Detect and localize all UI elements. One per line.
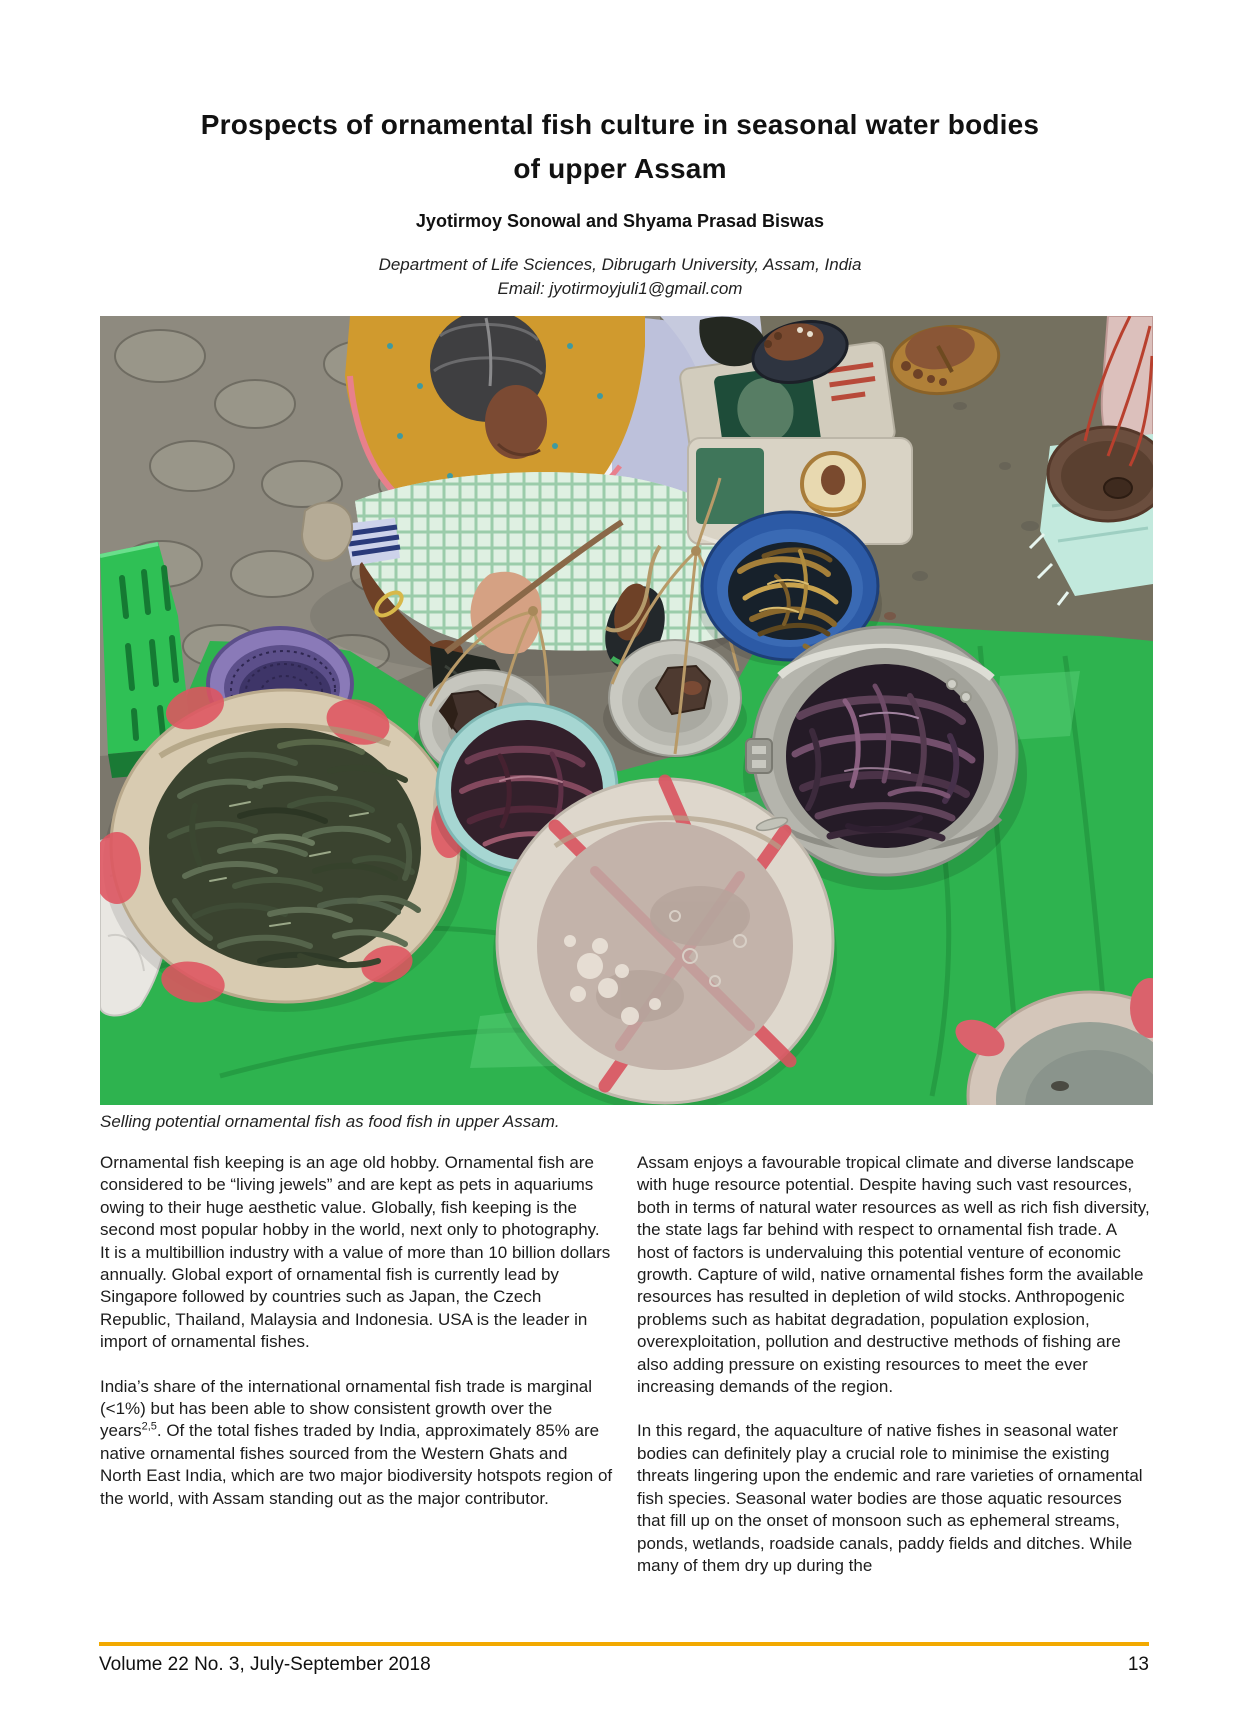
authors-line: Jyotirmoy Sonowal and Shyama Prasad Biswas (415, 211, 825, 231)
paragraph: Assam enjoys a favourable tropical climate and diverse landscape with huge resource potential. Despite having such vast resources, both in terms of natural water resources as well as rich fish diversity, the state lags far behind with respect to ornamental fish trade. A host of factors is undervaluing this potential venture of economic growth. Capture of wild, native ornamental fishes form the available resources has resulted in depletion of wild stocks. Anthropogenic problems such as habitat degradation, population explosion, overexploitation, pollution and destructive methods of fishing are also adding pressure on existing resources to meet the ever increasing demands of the region. (637, 1153, 1150, 1397)
market-photo-svg (100, 316, 1153, 1105)
paragraph-text: India’s share of the international ornamental fish trade is marginal (<1%) but has been able to show consistent growth over the years (100, 1376, 593, 1441)
email-line: Email: jyotirmoyjuli1@gmail.com (497, 279, 743, 298)
figure-photo (100, 316, 1153, 1105)
face (485, 385, 547, 459)
footer (99, 1654, 1149, 1676)
footer-rule (99, 1642, 1149, 1646)
page-title-line1: Prospects of ornamental fish culture in seasonal water bodies (200, 109, 1040, 140)
reference-superscript: 2,5 (141, 1420, 157, 1433)
volume-info: Volume 22 No. 3, July-September 2018 (99, 1654, 431, 1675)
paragraph: In this regard, the aquaculture of native fishes in seasonal water bodies can definitely play a crucial role to minimise the existing threats lingering upon the endemic and rare varieties of ornamental fish species. Seasonal water bodies are those aquatic resources that fill up on the onset of monsoon such as ephemeral streams, ponds, wetlands, roadside canals, paddy fields and ditches. While many of them dry up during the (637, 1421, 1143, 1575)
body-left-column (100, 1152, 613, 1532)
figure-caption: Selling potential ornamental fish as food fish in upper Assam. (100, 1112, 560, 1131)
page-title-line2: of upper Assam (513, 153, 727, 184)
paragraph-text: . Of the total fishes traded by India, approximately 85% are native ornamental fishes sourced from the Western Ghats and North East India, which are two major biodiversity hotspots region of the world, with Assam standing out as the major contributor. (100, 1421, 613, 1508)
water-basin (493, 779, 837, 1105)
page-number: 13 (1127, 1654, 1149, 1675)
affiliation-line: Department of Life Sciences, Dibrugarh University, Assam, India (378, 255, 862, 274)
body-right-column (637, 1152, 1150, 1599)
paragraph (100, 1376, 613, 1510)
rag (302, 502, 352, 560)
paragraph: Ornamental fish keeping is an age old hobby. Ornamental fish are considered to be “living jewels” and are kept as pets in aquariums owing to their huge aesthetic value. Globally, fish keeping is the second most popular hobby in the world, next only to photography. It is a multibillion industry with a value of more than 10 billion dollars annually. Global export of ornamental fish is currently lead by Singapore followed by countries such as Japan, the Czech Republic, Thailand, Malaysia and Indonesia. USA is the leader in import of ornamental fishes. (100, 1153, 611, 1352)
